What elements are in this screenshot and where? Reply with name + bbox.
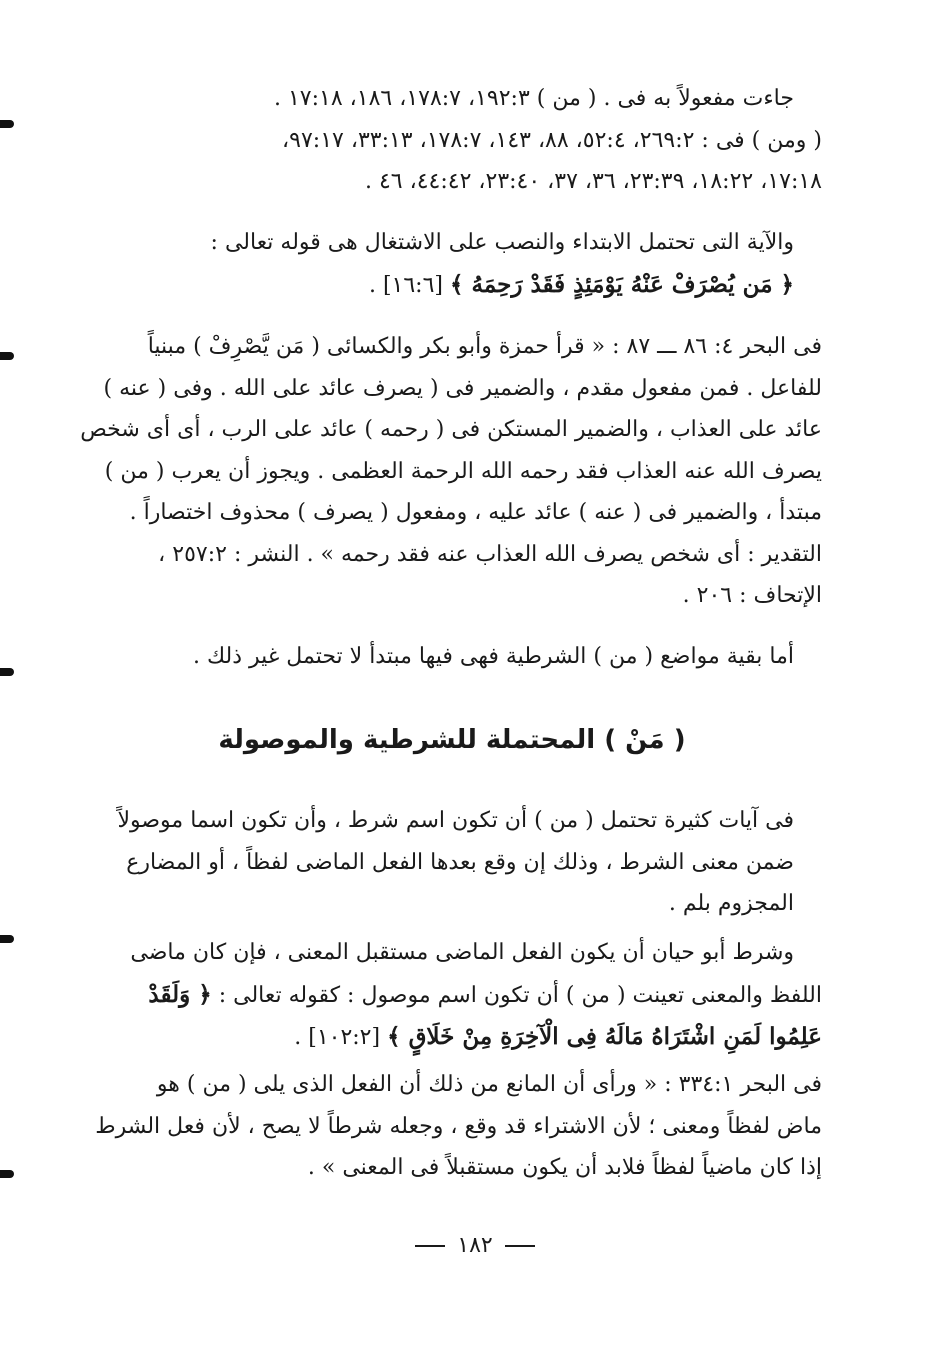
margin-mark (0, 668, 14, 676)
quran-verse: ﴿ وَلَقَدْ (148, 980, 212, 1008)
paragraph-ambiguous (82, 800, 822, 925)
paragraph-occurrences (82, 78, 822, 203)
paragraph-remaining (82, 636, 822, 678)
text-line: يصرف الله عنه العذاب فقد رحمه الله الرحمة العظمى . ويجوز أن يعرب ( من ) (104, 458, 822, 484)
paragraph-verse-intro (82, 222, 822, 306)
margin-mark (0, 120, 14, 128)
text-line: عائد على العذاب ، والضمير المستكن فى ( رحمه ) عائد على الرب ، أى أى شخص (80, 417, 822, 442)
text-line: جاءت مفعولاً به فى . ( من ) ١٩٢:٣، ١٧٨:٧، ١٨٦، ١٧:١٨ . (273, 86, 794, 111)
dash-decoration (505, 1245, 535, 1247)
margin-mark (0, 1170, 14, 1178)
text-line: ضمن معنى الشرط ، وذلك إن وقع بعدها الفعل الماضى لفظاً ، أو المضارع (126, 849, 794, 875)
text-line: التقدير : أى شخص يصرف الله العذاب عنه فقد رحمه » . النشر : ٢٥٧:٢ ، (158, 541, 822, 567)
paragraph-abu-hayyan (82, 932, 822, 1059)
text-line: فى البحر ٣٣٤:١ : « ورأى أن المانع من ذلك أن الفعل الذى يلى ( من ) هو (156, 1072, 822, 1097)
section-heading: ( مَنْ ) المحتملة للشرطية والموصولة (218, 725, 686, 755)
margin-mark (0, 935, 14, 943)
text-line: مبتدأ ، والضمير فى ( عنه ) عائد عليه ، ومفعول ( يصرف ) محذوف اختصاراً . (129, 500, 822, 525)
page-number (0, 1228, 950, 1264)
text-line: الإتحاف : ٢٠٦ . (682, 583, 822, 608)
verse-reference: [١٦:٦] . (368, 272, 444, 298)
page-number-value: ١٨٢ (457, 1233, 493, 1258)
text-line: إذا كان ماضياً لفظاً فلابد أن يكون مستقبلاً فى المعنى » . (307, 1155, 822, 1180)
text-line: للفاعل . فمن مفعول مقدم ، والضمير فى ( يصرف عائد على الله . وفى ( عنه ) (103, 375, 822, 401)
quran-verse: عَلِمُوا لَمَنِ اشْتَرَاهُ مَالَهُ فِى الْآخِرَةِ مِنْ خَلَاقٍ ﴾ (387, 1023, 822, 1050)
text-line: وشرط أبو حيان أن يكون الفعل الماضى مستقبل المعنى ، فإن كان ماضى (130, 940, 794, 965)
text-line: ماض لفظاً ومعنى ؛ لأن الاشتراء قد وقع ، وجعله شرطاً لا يصح ، لأن فعل الشرط (95, 1113, 822, 1139)
quran-verse: ﴿ مَن يُصْرَفْ عَنْهُ يَوْمَئِذٍ فَقَدْ رَحِمَهُ ﴾ (450, 270, 794, 298)
paragraph-bahr-second-quote (82, 1064, 822, 1189)
text-line: أما بقية مواضع ( من ) الشرطية فهى فيها مبتدأ لا تحتمل غير ذلك . (193, 644, 794, 669)
text-line: فى آيات كثيرة تحتمل ( من ) أن تكون اسم شرط ، وأن تكون اسما موصولاً (117, 808, 794, 833)
dash-decoration (415, 1245, 445, 1247)
text-line: اللفظ والمعنى تعينت ( من ) أن تكون اسم موصول : كقوله تعالى : (218, 982, 822, 1008)
text-line: ١٧:١٨، ١٨:٢٢، ٢٣:٣٩، ٣٦، ٣٧، ٢٣:٤٠، ٤٤:٤٢، ٤٦ . (364, 169, 822, 194)
verse-reference: [١٠٢:٢] . (294, 1025, 381, 1050)
text-line: المجزوم بلم . (668, 891, 794, 916)
text-line: فى البحر ٤: ٨٦ ـــ ٨٧ : « قرأ حمزة وأبو بكر والكسائى ( مَن يَّصْرِفْ ) مبنياً (147, 334, 822, 359)
text-line: ( ومن ) فى : ٢٦٩:٢، ٥٢:٤، ٨٨، ١٤٣، ١٧٨:٧، ٣٣:١٣، ٩٧:١٧، (282, 127, 822, 153)
margin-mark (0, 352, 14, 360)
text-line: والآية التى تحتمل الابتداء والنصب على الاشتغال هى قوله تعالى : (210, 230, 794, 255)
paragraph-bahr-quote (82, 326, 822, 617)
